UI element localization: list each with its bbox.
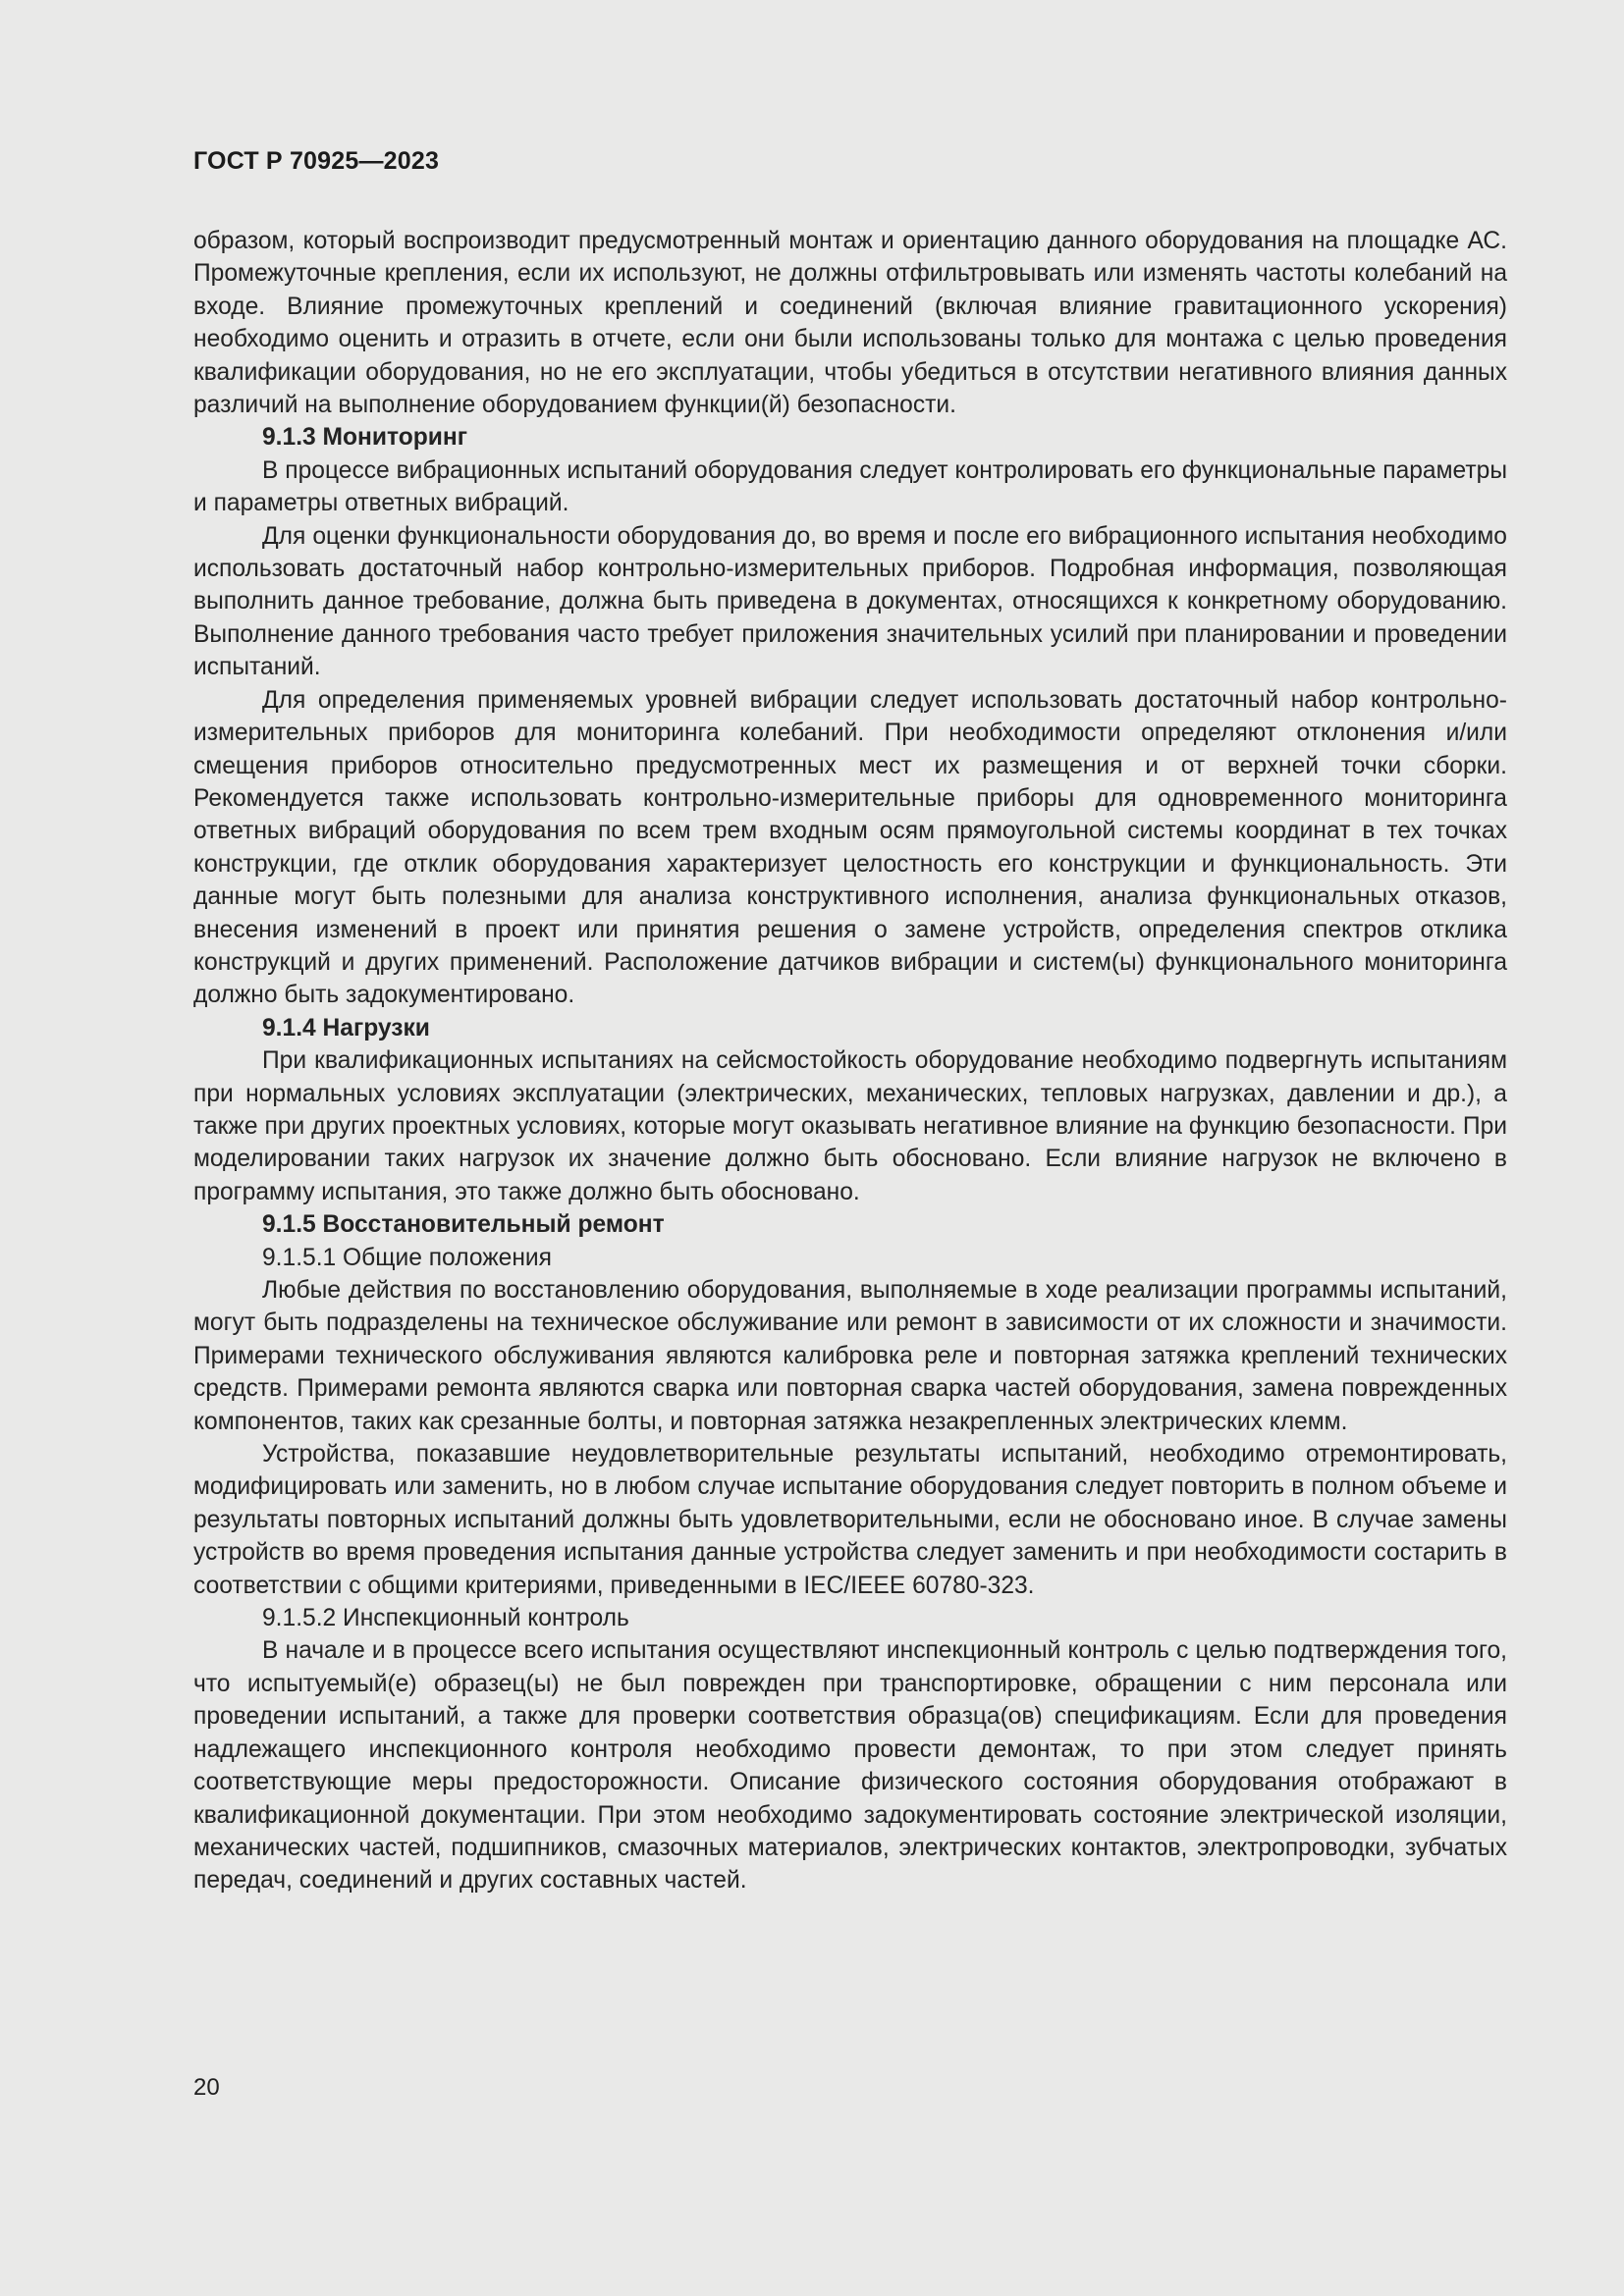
section-heading-9-1-5: 9.1.5 Восстановительный ремонт — [262, 1211, 665, 1239]
paragraph: При квалификационных испытаниях на сейсмостойкость оборудование необходимо подвергнуть испытаниям при нормальных условиях эксплуатации (электрических, механических, тепловых нагрузках, давлении и др.), а также при других проектных условиях, которые могут оказывать негативное влияние на функцию безопасности. При моделировании таких нагрузок их значение должно быть обосновано. Если влияние нагрузок не включено в программу испытания, это также должно быть обосновано. — [193, 1047, 1507, 1205]
standard-header: ГОСТ Р 70925—2023 — [193, 147, 440, 175]
paragraph: В процессе вибрационных испытаний оборудования следует контролировать его функциональные параметры и параметры ответных вибраций. — [193, 456, 1507, 517]
paragraph: Устройства, показавшие неудовлетворительные результаты испытаний, необходимо отремонтировать, модифицировать или заменить, но в любом случае испытание оборудования следует повторить в полном объеме и результаты повторных испытаний должны быть удовлетворительными, если не обосновано иное. В случае замены устройств во время проведения испытания данные устройства следует заменить и при необходимости состарить в соответствии с общими критериями, приведенными в IEC/IEEE 60780-323. — [193, 1441, 1507, 1599]
paragraph: Любые действия по восстановлению оборудования, выполняемые в ходе реализации программы испытаний, могут быть подразделены на техническое обслуживание или ремонт в зависимости от их сложности и значимости. Примерами технического обслуживания являются калибровка реле и повторная затяжка креплений технических средств. Примерами ремонта являются сварка или повторная сварка частей оборудования, замена поврежденных компонентов, таких как срезанные болты, и повторная затяжка незакрепленных электрических клемм. — [193, 1277, 1507, 1435]
subsection-heading-9-1-5-1: 9.1.5.1 Общие положения — [262, 1244, 552, 1271]
section-heading-9-1-4: 9.1.4 Нагрузки — [262, 1014, 430, 1041]
document-body — [193, 225, 1507, 1897]
paragraph: В начале и в процессе всего испытания осуществляют инспекционный контроль с целью подтверждения того, что испытуемый(е) образец(ы) не был поврежден при транспортировке, обращении с ним персонала или проведении испытаний, а также для проверки соответствия образца(ов) спецификациям. Если для проведения надлежащего инспекционного контроля необходимо провести демонтаж, то при этом следует принять соответствующие меры предосторожности. Описание физического состояния оборудования отображают в квалификационной документации. При этом необходимо задокументировать состояние электрической изоляции, механических частей, подшипников, смазочных материалов, электрических контактов, электропроводки, зубчатых передач, соединений и других составных частей. — [193, 1637, 1507, 1895]
section-heading-9-1-3: 9.1.3 Мониторинг — [262, 424, 467, 452]
paragraph: Для оценки функциональности оборудования до, во время и после его вибрационного испытания необходимо использовать достаточный набор контрольно-измерительных приборов. Подробная информация, позволяющая выполнить данное требование, должна быть приведена в документах, относящихся к конкретному оборудованию. Выполнение данного требования часто требует приложения значительных усилий при планировании и проведении испытаний. — [193, 522, 1507, 681]
page-number: 20 — [193, 2074, 220, 2101]
subsection-heading-9-1-5-2: 9.1.5.2 Инспекционный контроль — [262, 1605, 629, 1632]
paragraph-continuation: образом, который воспроизводит предусмотренный монтаж и ориентацию данного оборудования на площадке АС. Промежуточные крепления, если их используют, не должны отфильтровывать или изменять частоты колебаний на входе. Влияние промежуточных креплений и соединений (включая влияние гравитационного ускорения) необходимо оценить и отразить в отчете, если они были использованы только для монтажа с целью проведения квалификации оборудования, но не его эксплуатации, чтобы убедиться в отсутствии негативного влияния данных различий на выполнение оборудованием функции(й) безопасности. — [193, 228, 1507, 419]
paragraph: Для определения применяемых уровней вибрации следует использовать достаточный набор контрольно-измерительных приборов для мониторинга колебаний. При необходимости определяют отклонения и/или смещения приборов относительно предусмотренных мест их размещения и от верхней точки сборки. Рекомендуется также использовать контрольно-измерительные приборы для одновременного мониторинга ответных вибраций оборудования по всем трем входным осям прямоугольной системы координат в тех точках конструкции, где отклик оборудования характеризует целостность его конструкции и функциональность. Эти данные могут быть полезными для анализа конструктивного исполнения, анализа функциональных отказов, внесения изменений в проект или принятия решения о замене устройств, определения спектров отклика конструкций и других применений. Расположение датчиков вибрации и систем(ы) функционального мониторинга должно быть задокументировано. — [193, 686, 1507, 1009]
